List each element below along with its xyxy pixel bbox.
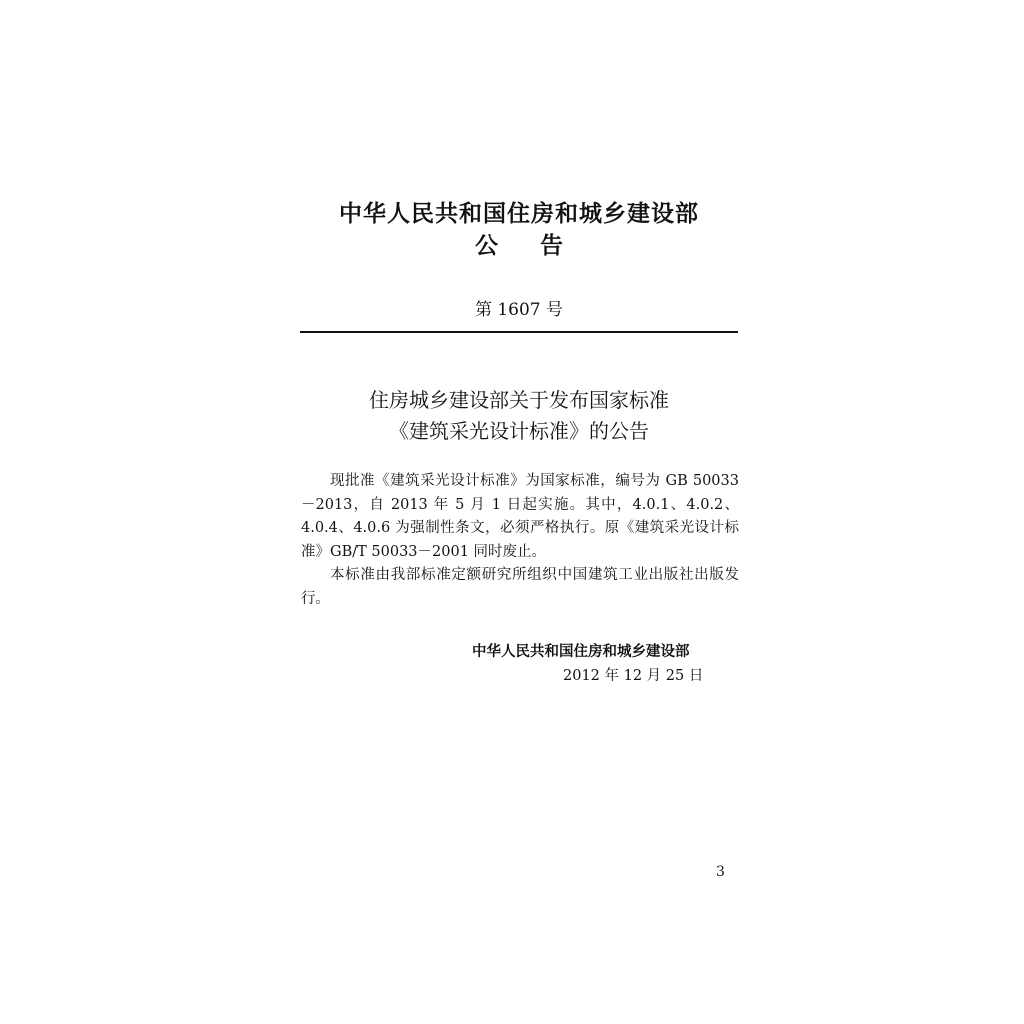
divider-rule: [300, 331, 738, 333]
headline-line-1: 住房城乡建设部关于发布国家标准: [369, 388, 669, 412]
headline-line-2: 《建筑采光设计标准》的公告: [389, 419, 649, 443]
notice-heading: 公告: [475, 233, 605, 259]
notice-number: 第 1607 号: [474, 300, 564, 320]
page-number: 3: [716, 864, 725, 880]
body-paragraph-2: 本标准由我部标准定额研究所组织中国建筑工业出版社出版发行。: [301, 567, 739, 607]
body-paragraph-1: 现批准《建筑采光设计标准》为国家标准，编号为 GB 50033－2013，自 2013 年 5 月 1 日起实施。其中，4.0.1、4.0.2、4.0.4、4.0.6 为强制性条文，必须严格执行。原《建筑采光设计标准》GB/T 50033－2001 同时废止。: [301, 473, 739, 560]
signature-date: 2012 年 12 月 25 日: [563, 668, 704, 684]
signature-issuer: 中华人民共和国住房和城乡建设部: [472, 644, 690, 660]
ministry-title: 中华人民共和国住房和城乡建设部: [339, 201, 699, 227]
body-text: [301, 470, 739, 611]
